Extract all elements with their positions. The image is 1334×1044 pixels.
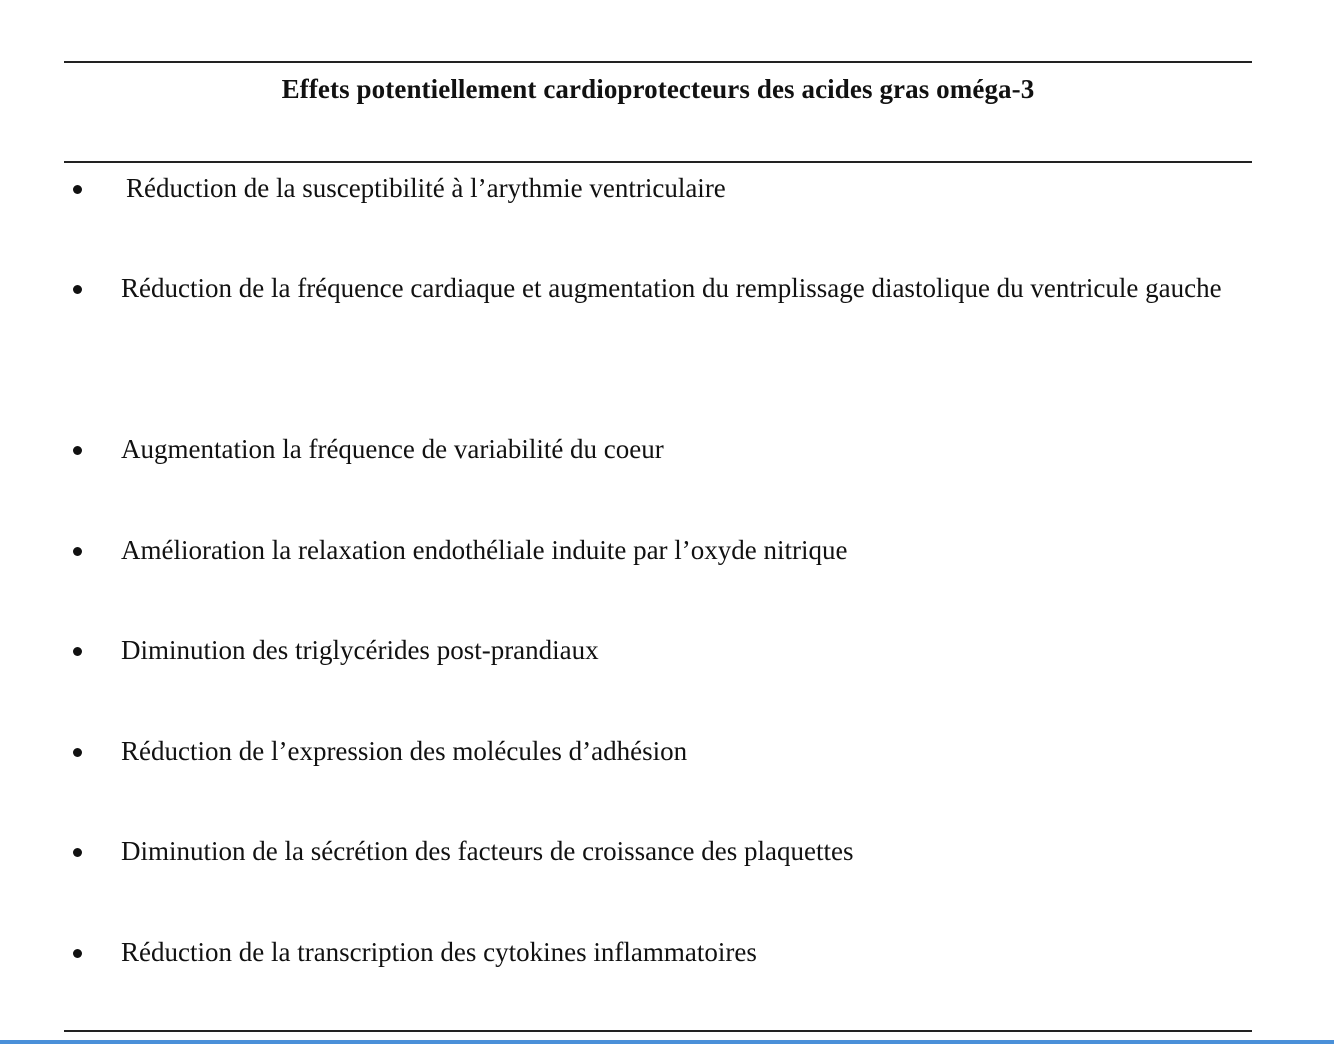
list-item-text: Réduction de l’expression des molécules d’adhésion [121, 736, 688, 766]
list-item-text: Amélioration la relaxation endothéliale induite par l’oxyde nitrique [121, 535, 848, 565]
effects-table [64, 61, 1252, 1033]
bullet-icon [73, 949, 82, 958]
list-item-text: Réduction de la fréquence cardiaque et augmentation du remplissage diastolique du ventricule gauche [121, 273, 1222, 303]
bullet-icon [73, 185, 82, 194]
list-item-text: Diminution de la sécrétion des facteurs de croissance des plaquettes [121, 836, 854, 866]
bullet-icon [73, 547, 82, 556]
list-item-text: Augmentation la fréquence de variabilité du coeur [121, 434, 664, 464]
list-item-text: Réduction de la susceptibilité à l’arythmie ventriculaire [126, 173, 726, 203]
page-bottom-accent [0, 1040, 1334, 1044]
table-title: Effets potentiellement cardioprotecteurs des acides gras oméga-3 [281, 74, 1035, 104]
bullet-icon [73, 647, 82, 656]
list-item-text: Réduction de la transcription des cytokines inflammatoires [121, 937, 757, 967]
bullet-icon [73, 446, 82, 455]
list-item-text: Diminution des triglycérides post-prandiaux [121, 635, 599, 665]
bottom-rule [64, 1030, 1252, 1032]
bullet-icon [73, 748, 82, 757]
bullet-icon [73, 848, 82, 857]
top-rule [64, 61, 1252, 63]
bullet-icon [73, 285, 82, 294]
